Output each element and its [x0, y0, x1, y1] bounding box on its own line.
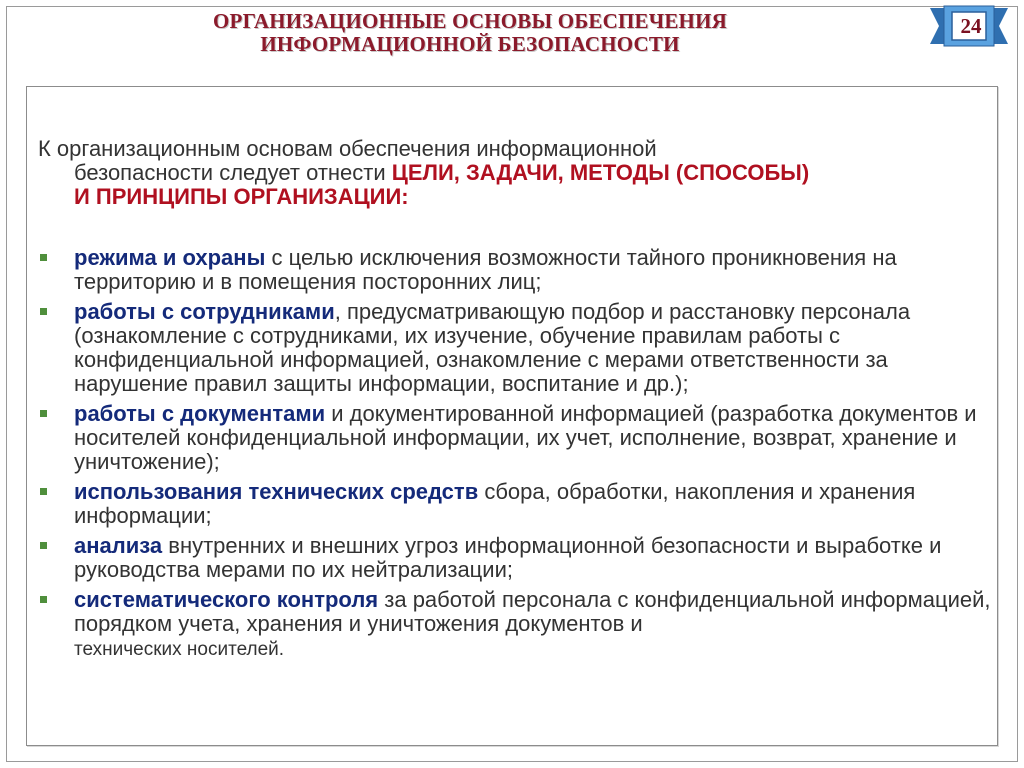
list-item	[38, 534, 998, 582]
intro-paragraph	[38, 137, 998, 209]
list-item	[38, 300, 998, 396]
bullet-square-icon	[40, 596, 47, 603]
page-number-badge	[930, 4, 1008, 48]
item-text: и документированной информацией (разработка документов и носителей конфиденциальной информации, их учет, исполнение, возврат, хранение и уничтожение);	[74, 401, 977, 474]
item-text: с целью исключения возможности тайного проникновения на территорию и в помещения посторонних лиц;	[74, 245, 897, 294]
bullet-square-icon	[40, 542, 47, 549]
list-item	[38, 246, 998, 294]
bullet-square-icon	[40, 308, 47, 315]
list-item	[38, 588, 998, 662]
title-line-2: ИНФОРМАЦИОННОЙ БЕЗОПАСНОСТИ	[260, 32, 680, 56]
item-text: внутренних и внешних угроз информационной безопасности и выработке и руководства мерами по их нейтрализации;	[74, 533, 942, 582]
slide-title	[140, 10, 800, 56]
intro-continuation	[38, 161, 998, 209]
item-text-tail: технических носителей.	[74, 639, 285, 660]
principles-list	[38, 246, 998, 668]
item-text: сбора, обработки, накопления и хранения информации;	[74, 479, 916, 528]
intro-line-1: К организационным основам обеспечения информационной	[38, 136, 657, 161]
intro-line-2: безопасности следует отнести	[74, 160, 392, 185]
item-term: работы с сотрудниками	[74, 299, 335, 324]
intro-highlight-1: ЦЕЛИ, ЗАДАЧИ, МЕТОДЫ (СПОСОБЫ)	[391, 160, 810, 185]
item-term: систематического контроля	[74, 587, 379, 612]
list-item	[38, 480, 998, 528]
intro-highlight-2: И ПРИНЦИПЫ ОРГАНИЗАЦИИ:	[74, 184, 409, 209]
item-text: , предусматривающую подбор и расстановку персонала (ознакомление с сотрудниками, их изучение, обучение правилам работы с конфиденциальной информацией, ознакомление с мерами ответственности за нарушение правил защиты информации, воспитание и др.);	[74, 299, 911, 396]
item-text: за работой персонала с конфиденциальной информацией, порядком учета, хранения и уничтожения документов и	[74, 587, 991, 636]
item-term: анализа	[74, 533, 163, 558]
item-term: работы с документами	[74, 401, 326, 426]
bullet-square-icon	[40, 488, 47, 495]
bullet-square-icon	[40, 410, 47, 417]
title-line-1: ОРГАНИЗАЦИОННЫЕ ОСНОВЫ ОБЕСПЕЧЕНИЯ	[213, 9, 727, 33]
list-item	[38, 402, 998, 474]
item-term: режима и охраны	[74, 245, 266, 270]
bullet-square-icon	[40, 254, 47, 261]
page-number: 24	[960, 14, 982, 38]
item-term: использования технических средств	[74, 479, 479, 504]
